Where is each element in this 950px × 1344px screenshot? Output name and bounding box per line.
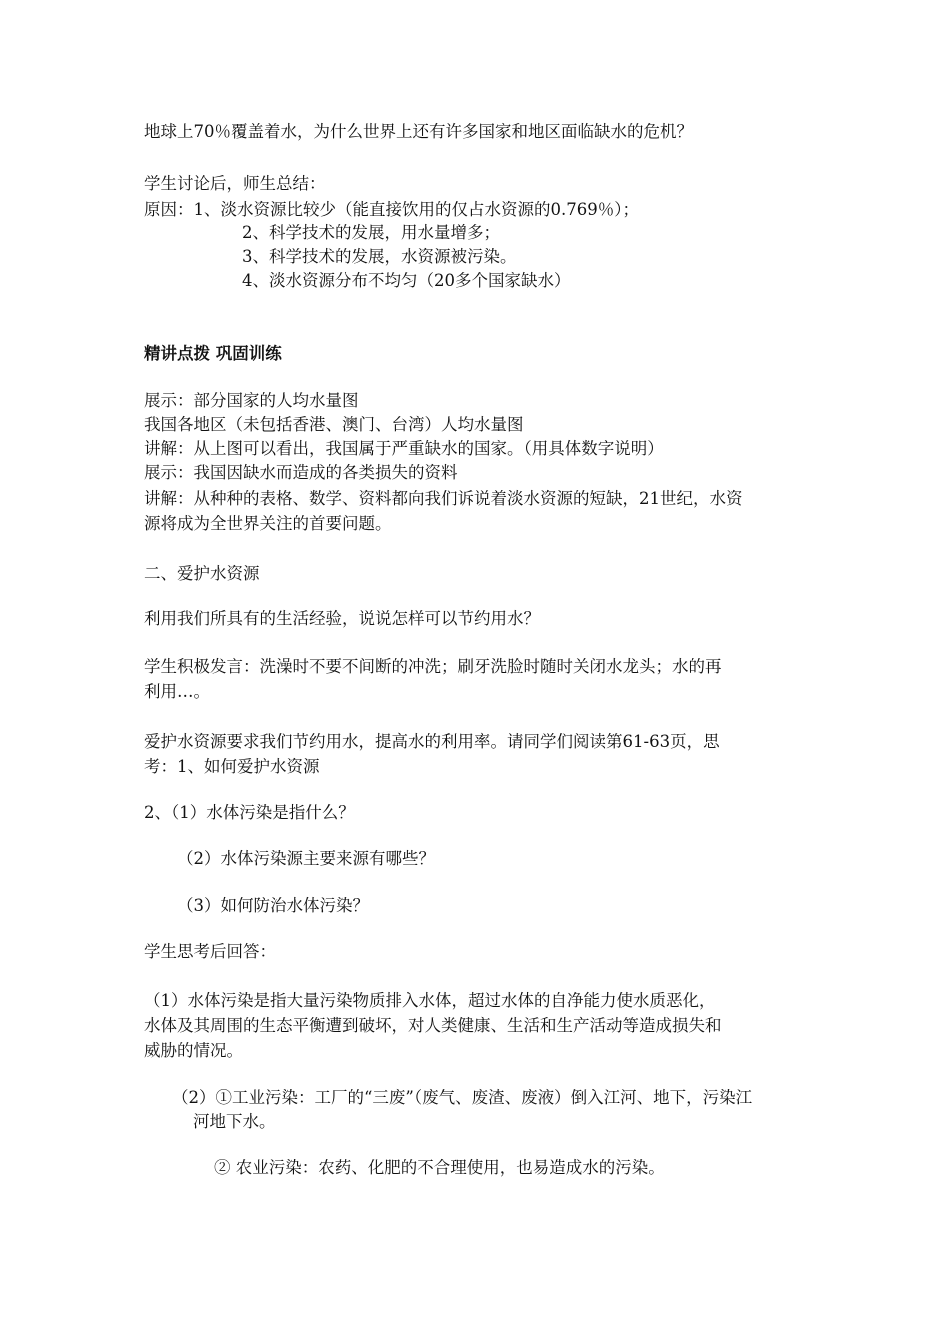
student-answer-line-2: 利用…。 bbox=[144, 682, 210, 701]
answer-1-line-3: 威胁的情况。 bbox=[144, 1041, 243, 1060]
reason-4: 4、淡水资源分布不均匀（20多个国家缺水） bbox=[242, 271, 571, 290]
question-paragraph: 地球上70％覆盖着水，为什么世界上还有许多国家和地区面临缺水的危机？ bbox=[144, 122, 693, 141]
explain-paragraph-2-line-2: 源将成为全世界关注的首要问题。 bbox=[144, 514, 392, 533]
answer-2-line-3: ② 农业污染：农药、化肥的不合理使用，也易造成水的污染。 bbox=[214, 1158, 665, 1177]
protect-paragraph-line-2: 考：1、如何爱护水资源 bbox=[144, 757, 320, 776]
answer-1-line-2: 水体及其周围的生态平衡遭到破坏，对人类健康、生活和生产活动等造成损失和 bbox=[144, 1016, 722, 1035]
show-paragraph-2: 展示：我国因缺水而造成的各类损失的资料 bbox=[144, 463, 458, 482]
show-paragraph-1b: 我国各地区（未包括香港、澳门、台湾）人均水量图 bbox=[144, 415, 524, 434]
student-answer-line-1: 学生积极发言：洗澡时不要不间断的冲洗；刷牙洗脸时随时关闭水龙头；水的再 bbox=[144, 657, 722, 676]
answer-2-line-2: 河地下水。 bbox=[193, 1112, 276, 1131]
explain-paragraph-1: 讲解：从上图可以看出，我国属于严重缺水的国家。（用具体数字说明） bbox=[144, 439, 664, 458]
save-water-question: 利用我们所具有的生活经验，说说怎样可以节约用水？ bbox=[144, 609, 540, 628]
reason-1: 原因：1、淡水资源比较少（能直接饮用的仅占水资源的0.769％）； bbox=[144, 200, 639, 219]
reason-2: 2、科学技术的发展，用水量增多； bbox=[242, 223, 500, 242]
section-title: 精讲点拨 巩固训练 bbox=[144, 344, 282, 363]
summary-intro: 学生讨论后，师生总结： bbox=[144, 174, 326, 193]
answer-1-line-1: （1）水体污染是指大量污染物质排入水体，超过水体的自净能力使水质恶化， bbox=[144, 991, 716, 1010]
protect-paragraph-line-1: 爱护水资源要求我们节约用水，提高水的利用率。请同学们阅读第61-63页，思 bbox=[144, 732, 720, 751]
explain-paragraph-2-line-1: 讲解：从种种的表格、数学、资料都向我们诉说着淡水资源的短缺，21世纪，水资 bbox=[144, 489, 743, 508]
think-answer-intro: 学生思考后回答： bbox=[144, 942, 276, 961]
question-2-1: 2、（1）水体污染是指什么？ bbox=[144, 803, 355, 822]
show-paragraph-1: 展示：部分国家的人均水量图 bbox=[144, 391, 359, 410]
reason-3: 3、科学技术的发展，水资源被污染。 bbox=[242, 247, 517, 266]
answer-2-line-1: （2）①工业污染：工厂的“三废”（废气、废渣、废液）倒入江河、地下，污染江 bbox=[172, 1088, 753, 1107]
part-2-title: 二、爱护水资源 bbox=[144, 564, 260, 583]
question-2-3: （3）如何防治水体污染？ bbox=[177, 896, 369, 915]
question-2-2: （2）水体污染源主要来源有哪些？ bbox=[177, 849, 435, 868]
